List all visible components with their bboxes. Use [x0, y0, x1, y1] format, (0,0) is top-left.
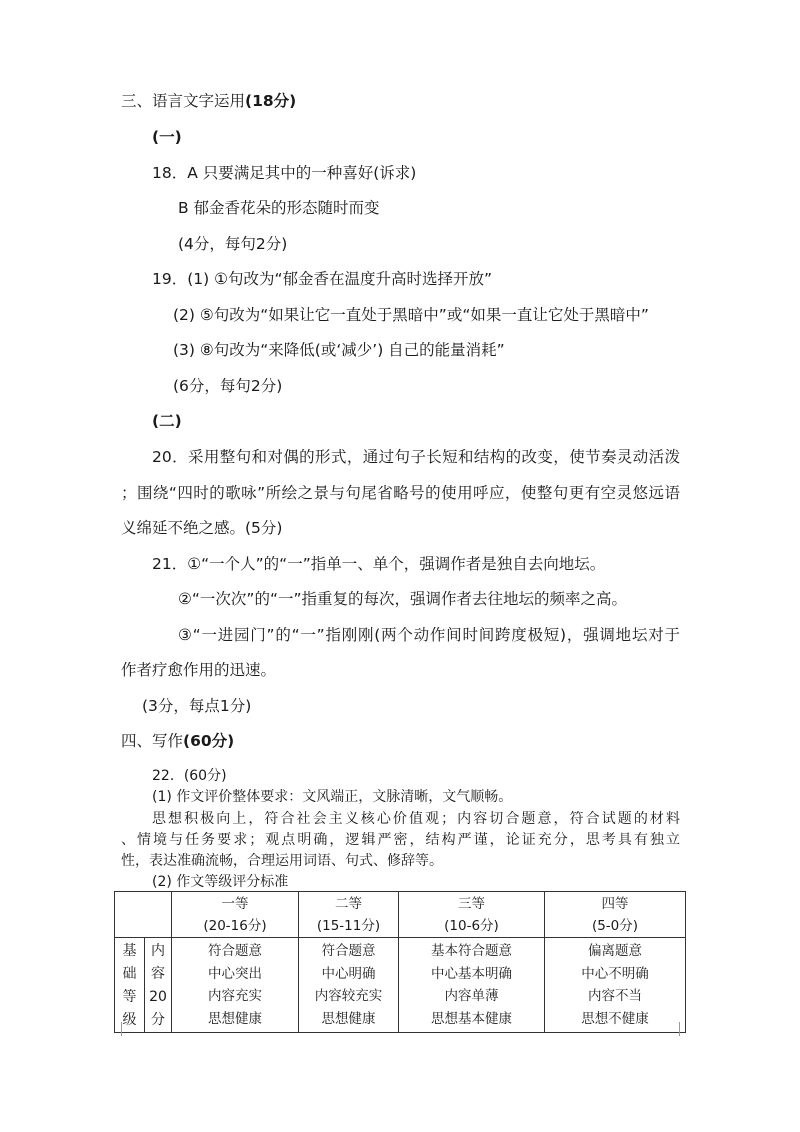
page-crop-mark-left: [121, 1022, 122, 1036]
q21-line-3: ③“一进园门”的“一”指刚刚(两个动作间时间跨度极短)，强调地坛对于: [178, 626, 680, 644]
q19-score: (6分，每句2分): [173, 377, 283, 395]
row-sub-label: 内 容 20 分: [145, 938, 172, 1033]
level-header-4: 四等 (5-0分): [545, 892, 686, 938]
section-3-part-1: (一): [152, 128, 182, 146]
level-3-criteria: 基本符合题意 中心基本明确 内容单薄 思想基本健康: [399, 938, 545, 1033]
table-header-row: [115, 892, 686, 938]
section-3-part-2: (二): [152, 412, 182, 430]
q21-line-2: ②“一次次”的“一”指重复的每次，强调作者去往地坛的频率之高。: [178, 590, 628, 608]
level-header-3: 三等 (10-6分): [399, 892, 545, 938]
table-corner-cell: [115, 892, 172, 938]
q21-score: (3分，每点1分): [142, 697, 252, 715]
level-2-criteria: 符合题意 中心明确 内容较充实 思想健康: [299, 938, 399, 1033]
level-header-2: 二等 (15-11分): [299, 892, 399, 938]
q20-line-3: 义绵延不绝之感。(5分): [121, 519, 283, 537]
q18-line-b: B 郁金香花朵的形态随时而变: [178, 199, 380, 217]
level-4-criteria: 偏离题意 中心不明确 内容不当 思想不健康: [545, 938, 686, 1033]
level-1-criteria: 符合题意 中心突出 内容充实 思想健康: [172, 938, 299, 1033]
q22-paragraph-line-2: 、情境与任务要求；观点明确，逻辑严密，结构严谨，论证充分，思考具有独立: [121, 832, 680, 848]
q19-line-3: (3) ⑧句改为“来降低(或‘减少’) 自己的能量消耗”: [173, 341, 505, 359]
q19-line-2: (2) ⑤句改为“如果让它一直处于黑暗中”或“如果一直让它处于黑暗中”: [173, 306, 649, 324]
row-group-label: 基 础 等 级: [115, 938, 145, 1033]
q18-line-a: 18．A 只要满足其中的一种喜好(诉求): [152, 164, 417, 182]
q18-score: (4分，每句2分): [178, 235, 288, 253]
q20-line-1: 20．采用整句和对偶的形式，通过句子长短和结构的改变，使节奏灵动活泼: [152, 448, 680, 466]
q22-head: 22．(60分): [152, 768, 227, 784]
section-3-heading: 三、语言文字运用(18分): [121, 92, 297, 110]
q22-paragraph-line-3: 性，表达准确流畅，合理运用词语、句式、修辞等。: [121, 853, 443, 869]
q22-requirement-1: (1) 作文评价整体要求：文风端正，文脉清晰，文气顺畅。: [152, 789, 513, 805]
q21-line-1: 21．①“一个人”的“一”指单一、单个，强调作者是独自去向地坛。: [152, 555, 606, 573]
level-header-1: 一等 (20-16分): [172, 892, 299, 938]
q20-line-2: ；围绕“四时的歌咏”所绘之景与句尾省略号的使用呼应，使整句更有空灵悠远语: [121, 484, 680, 502]
q22-paragraph-line-1: 思想积极向上，符合社会主义核心价值观；内容切合题意，符合试题的材料: [152, 811, 680, 827]
page-crop-mark-right: [679, 1022, 680, 1036]
table-content-row: [115, 938, 686, 1033]
grading-standard-table: [114, 891, 686, 1033]
section-4-heading: 四、写作(60分): [121, 732, 235, 750]
q21-line-4: 作者疗愈作用的迅速。: [121, 661, 277, 679]
q19-line-1: 19．(1) ①句改为“郁金香在温度升高时选择开放”: [152, 270, 493, 288]
q22-requirement-2: (2) 作文等级评分标准: [152, 874, 289, 890]
